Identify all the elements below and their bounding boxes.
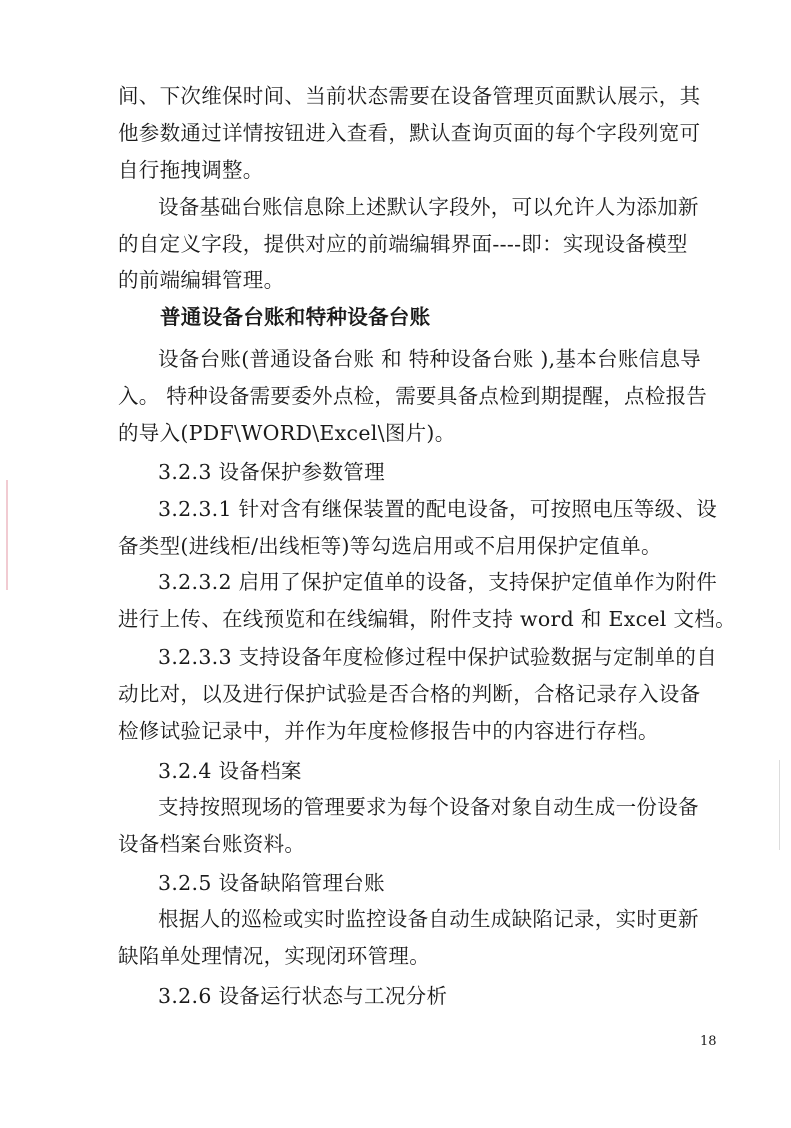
paragraph-start: 支持按照现场的管理要求为每个设备对象自动生成一份设备 — [158, 795, 699, 819]
section-heading: 普通设备台账和特种设备台账 — [160, 305, 431, 329]
paragraph-start: 3.2.3.1 针对含有继保装置的配电设备，可按照电压等级、设 — [158, 497, 718, 521]
paragraph-start: 3.2.3.3 支持设备年度检修过程中保护试验数据与定制单的自 — [158, 645, 718, 669]
text-line: 入。 特种设备需要委外点检，需要具备点检到期提醒，点检报告 — [118, 384, 708, 408]
scan-edge-mark — [6, 480, 8, 590]
scan-edge-mark — [779, 760, 780, 850]
text-line: 的前端编辑管理。 — [118, 268, 285, 292]
text-line: 进行上传、在线预览和在线编辑，附件支持 word 和 Excel 文档。 — [118, 607, 736, 631]
text-line: 设备档案台账资料。 — [118, 832, 306, 856]
paragraph-start: 设备台账(普通设备台账 和 特种设备台账 ),基本台账信息导 — [158, 347, 702, 371]
subsection-heading: 3.2.4 设备档案 — [158, 759, 302, 783]
text-line: 的自定义字段，提供对应的前端编辑界面----即：实现设备模型 — [118, 232, 688, 256]
text-line: 间、下次维保时间、当前状态需要在设备管理页面默认展示，其 — [118, 84, 701, 108]
subsection-heading: 3.2.3 设备保护参数管理 — [158, 460, 385, 484]
text-line: 动比对，以及进行保护试验是否合格的判断，合格记录存入设备 — [118, 682, 701, 706]
text-line: 他参数通过详情按钮进入查看，默认查询页面的每个字段列宽可 — [118, 121, 701, 145]
subsection-heading: 3.2.5 设备缺陷管理台账 — [158, 871, 385, 895]
text-line: 缺陷单处理情况，实现闭环管理。 — [118, 944, 430, 968]
subsection-heading: 3.2.6 设备运行状态与工况分析 — [158, 984, 448, 1008]
paragraph-start: 设备基础台账信息除上述默认字段外，可以允许人为添加新 — [158, 195, 699, 219]
text-line: 自行拖拽调整。 — [118, 158, 264, 182]
paragraph-start: 根据人的巡检或实时监控设备自动生成缺陷记录，实时更新 — [158, 907, 699, 931]
text-line: 的导入(PDF\WORD\Excel\图片)。 — [118, 421, 456, 445]
paragraph-start: 3.2.3.2 启用了保护定值单的设备，支持保护定值单作为附件 — [158, 570, 718, 594]
page-number: 18 — [700, 1034, 717, 1049]
text-line: 检修试验记录中，并作为年度检修报告中的内容进行存档。 — [118, 719, 659, 743]
text-line: 备类型(进线柜/出线柜等)等勾选启用或不启用保护定值单。 — [118, 534, 662, 558]
